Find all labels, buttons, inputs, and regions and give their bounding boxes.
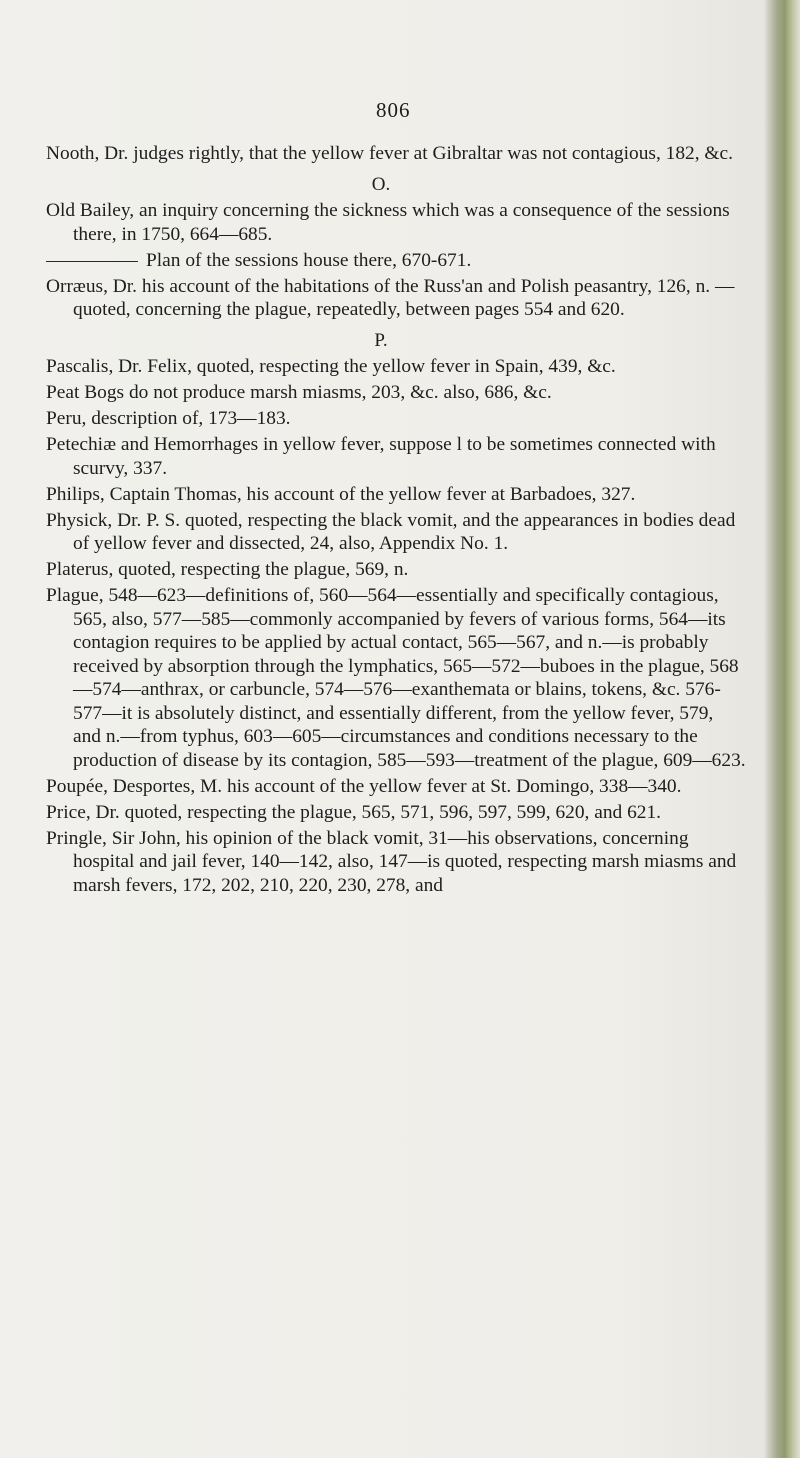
index-entry-platerus: Platerus, quoted, respecting the plague, 569, n.	[46, 559, 409, 580]
index-entry-petechiae: Petechiæ and Hemorrhages in yellow fever, suppose l to be sometimes connected with scurvy, 337.	[46, 434, 716, 479]
ditto-dash	[46, 261, 138, 262]
index-entry-orraeus: Orræus, Dr. his account of the habitations of the Russ'an and Polish peasantry, 126, n. — quoted, concerning the plague, repeatedly, between pages 554 and 620.	[46, 275, 735, 320]
index-entry-pringle: Pringle, Sir John, his opinion of the black vomit, 31—his observations, concerning hospital and jail fever, 140—142, also, 147—is quoted, respecting marsh miasms and marsh fevers, 172, 202, 210, 220, 230, 278, and	[46, 827, 737, 896]
index-entry-peat-bogs: Peat Bogs do not produce marsh miasms, 203, &c. also, 686, &c.	[46, 382, 552, 403]
index-content	[46, 142, 746, 900]
section-letter-p: P.	[374, 329, 388, 351]
index-entry-philips: Philips, Captain Thomas, his account of the yellow fever at Barbadoes, 327.	[46, 483, 636, 505]
index-subentry-sessions-house	[46, 249, 746, 273]
index-entry-nooth: Nooth, Dr. judges rightly, that the yellow fever at Gibraltar was not contagious, 182, &c.	[46, 143, 733, 164]
page-number: 806	[376, 98, 411, 122]
page-edge	[766, 0, 800, 1458]
section-letter-o: O.	[371, 173, 391, 195]
index-entry-peru: Peru, description of, 173—183.	[46, 408, 291, 429]
index-entry-pascalis: Pascalis, Dr. Felix, quoted, respecting the yellow fever in Spain, 439, &c.	[46, 356, 616, 377]
subentry-text: Plan of the sessions house there, 670-671.	[146, 249, 472, 271]
index-entry-price: Price, Dr. quoted, respecting the plague, 565, 571, 596, 597, 599, 620, and 621.	[46, 801, 662, 823]
index-entry-physick: Physick, Dr. P. S. quoted, respecting the black vomit, and the appearances in bodies dead of yellow fever and dissected, 24, also, Appendix No. 1.	[46, 509, 736, 554]
index-entry-poupee: Poupée, Desportes, M. his account of the yellow fever at St. Domingo, 338—340.	[46, 775, 682, 797]
index-entry-old-bailey: Old Bailey, an inquiry concerning the sickness which was a consequence of the sessions there, in 1750, 664—685.	[46, 200, 730, 245]
index-entry-plague: Plague, 548—623—definitions of, 560—564—essentially and specifically contagious, 565, also, 577—585—commonly accompanied by fevers of various forms, 564—its contagion requires to be applied by actual contact, 565—567, and n.—is probably received by absorption through the lymphatics, 565—572—buboes in the plague, 568—574—anthrax, or carbuncle, 574—576—exanthemata or blains, tokens, &c. 576-577—it is absolutely distinct, and essentially different, from the yellow fever, 579, and n.—from typhus, 603—605—circumstances and conditions necessary to the production of disease by its contagion, 585—593—treatment of the plague, 609—623.	[46, 585, 746, 771]
